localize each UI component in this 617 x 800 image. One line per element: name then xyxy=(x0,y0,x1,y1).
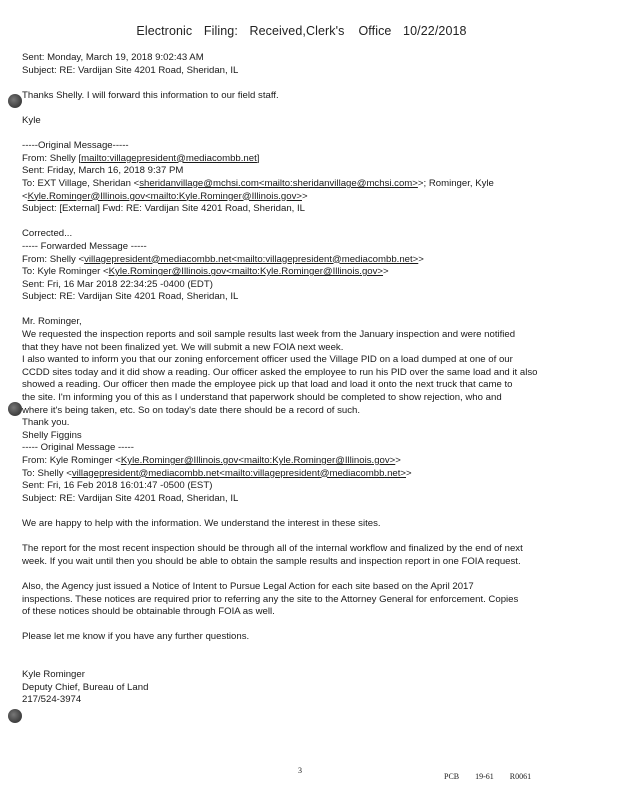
subject-line: Subject: RE: Vardijan Site 4201 Road, Sheridan, IL xyxy=(22,492,239,504)
letter-line: I also wanted to inform you that our zoning enforcement officer used the Village PID on a load dumped at one of our xyxy=(22,354,513,366)
corrected-note: Corrected... xyxy=(22,228,73,240)
letter-line: the site. I'm informing you of this as I understand that paperwork should be completed to show rejection, who and xyxy=(22,392,502,404)
letter-line: We requested the inspection reports and soil sample results last week from the January inspection and were notified xyxy=(22,329,516,341)
sent-line: Sent: Monday, March 19, 2018 9:02:43 AM xyxy=(22,52,204,63)
original-message-divider: ----- Original Message ----- xyxy=(22,442,134,454)
signature-title: Deputy Chief, Bureau of Land xyxy=(22,681,149,693)
mailto-link[interactable]: <mailto:Kyle.Rominger@Illinois.gov> xyxy=(226,266,384,278)
mailto-link[interactable]: <mailto:villagepresident@mediacombb.net> xyxy=(219,467,407,479)
reply-paragraph: We are happy to help with the information. We understand the interest in these sites. xyxy=(22,517,381,529)
sent-line: Sent: Friday, March 16, 2018 9:37 PM xyxy=(22,165,184,177)
to-line: To: EXT Village, Sheridan <sheridanvillage@mchsi.com<mailto:sheridanvillage@mchsi.com>>; Rominger, Kyle xyxy=(22,177,494,189)
mailto-link[interactable]: <mailto:sheridanvillage@mchsi.com> xyxy=(258,177,418,189)
letter-line: that they have not been finalized yet. We will submit a new FOIA next week. xyxy=(22,341,344,353)
mailto-link[interactable]: [mailto:villagepresident@mediacombb.net] xyxy=(78,152,260,164)
email-link[interactable]: villagepresident@mediacombb.net xyxy=(71,467,220,479)
punch-hole xyxy=(8,709,22,723)
email-body xyxy=(22,52,607,707)
subject-line: Subject: RE: Vardijan Site 4201 Road, Sheridan, IL xyxy=(22,291,239,303)
email-link[interactable]: Kyle.Rominger@Illinois.gov xyxy=(27,190,146,202)
from-line: From: Kyle Rominger <Kyle.Rominger@Illinois.gov<mailto:Kyle.Rominger@Illinois.gov>> xyxy=(22,455,401,466)
punch-hole xyxy=(8,94,22,108)
forwarded-divider: ----- Forwarded Message ----- xyxy=(22,240,147,252)
reply-text: Thanks Shelly. I will forward this information to our field staff. xyxy=(22,89,279,101)
reply-paragraph: Also, the Agency just issued a Notice of Intent to Pursue Legal Action for each site based on the April 2017 xyxy=(22,580,474,592)
sent-line: Sent: Fri, 16 Feb 2018 16:01:47 -0500 (EST) xyxy=(22,480,213,492)
reply-paragraph: inspections. These notices are required prior to referring any the site to the Attorney General for enforcement. Copies xyxy=(22,593,519,605)
email-link[interactable]: villagepresident@mediacombb.net xyxy=(84,253,232,265)
from-line: From: Shelly [mailto:villagepresident@mediacombb.net] xyxy=(22,152,260,164)
letter-line: Shelly Figgins xyxy=(22,429,82,441)
mailto-link[interactable]: <mailto:Kyle.Rominger@Illinois.gov> xyxy=(145,190,302,202)
email-link[interactable]: Kyle.Rominger@Illinois.gov xyxy=(108,266,227,278)
email-link[interactable]: sheridanvillage@mchsi.com xyxy=(139,177,259,189)
email-link[interactable]: Kyle.Rominger@Illinois.gov xyxy=(120,455,239,466)
letter-line: showed a reading. Our officer then made the employee pick up that load and load it onto the next truck that came to xyxy=(22,379,513,391)
to-line-continued: <Kyle.Rominger@Illinois.gov<mailto:Kyle.Rominger@Illinois.gov>> xyxy=(22,190,308,202)
letter-line: where it's being taken, etc. So on today's date there should be a record of such. xyxy=(22,404,361,416)
original-message-divider: -----Original Message----- xyxy=(22,140,129,152)
office-date: Office 10/22/2018 xyxy=(358,24,467,38)
letter-line: Thank you. xyxy=(22,417,70,429)
signature-name: Kyle Rominger xyxy=(22,669,85,681)
punch-hole xyxy=(8,402,22,416)
subject-line: Subject: RE: Vardijan Site 4201 Road, Sheridan, IL xyxy=(22,64,239,76)
reply-paragraph: of these notices should be obtainable through FOIA as well. xyxy=(22,606,275,618)
filing-label: Electronic Filing: Received,Clerk's xyxy=(136,24,345,38)
sent-line: Sent: Fri, 16 Mar 2018 22:34:25 -0400 (EDT) xyxy=(22,278,213,290)
to-line: To: Shelly <villagepresident@mediacombb.net<mailto:villagepresident@mediacombb.net>> xyxy=(22,467,412,479)
salutation: Mr. Rominger, xyxy=(22,316,82,328)
mailto-link[interactable]: <mailto:villagepresident@mediacombb.net> xyxy=(231,253,419,265)
signoff: Kyle xyxy=(22,114,41,126)
page-number: 3 xyxy=(298,766,302,775)
mailto-link[interactable]: <mailto:Kyle.Rominger@Illinois.gov> xyxy=(238,455,396,466)
filing-stamp xyxy=(0,24,617,38)
footer-code: PCB 19-61 R0061 xyxy=(444,772,532,781)
signature-phone: 217/524-3974 xyxy=(22,694,82,706)
to-line: To: Kyle Rominger <Kyle.Rominger@Illinois.gov<mailto:Kyle.Rominger@Illinois.gov>> xyxy=(22,266,389,278)
reply-paragraph: week. If you wait until then you should be able to obtain the sample results and inspection report in one FOIA request. xyxy=(22,555,521,567)
subject-line: Subject: [External] Fwd: RE: Vardijan Site 4201 Road, Sheridan, IL xyxy=(22,203,305,215)
reply-paragraph: Please let me know if you have any further questions. xyxy=(22,631,250,643)
reply-paragraph: The report for the most recent inspection should be through all of the internal workflow and finalized by the end of next xyxy=(22,543,523,555)
from-line: From: Shelly <villagepresident@mediacombb.net<mailto:villagepresident@mediacombb.net>> xyxy=(22,253,424,265)
letter-line: CCDD sites today and it did show a reading. Our officer asked the employee to run his PID over the same load and it also xyxy=(22,366,538,378)
